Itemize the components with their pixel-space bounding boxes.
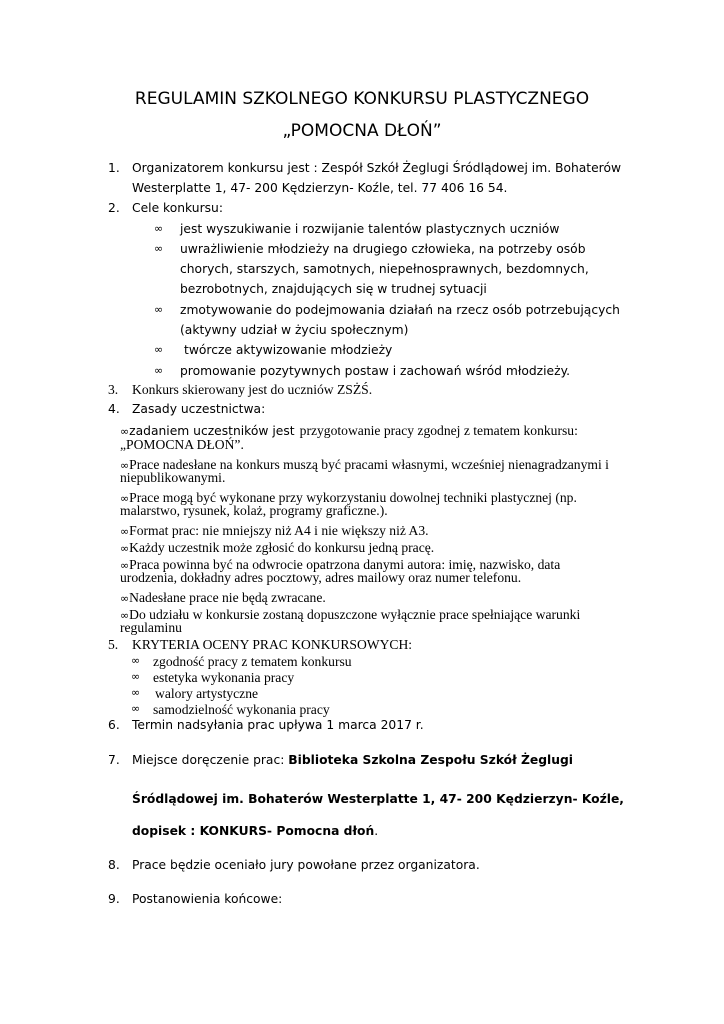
- infinity-bullet-icon: ∞: [131, 654, 141, 667]
- rule-item-cont: „POMOCNA DŁOŃ”.: [120, 437, 244, 452]
- delivery-line1: [132, 753, 573, 767]
- rules-label: Zasady uczestnictwa:: [132, 402, 266, 416]
- criteria-label: KRYTERIA OCENY PRAC KONKURSOWYCH:: [132, 637, 413, 652]
- document-title-line1: REGULAMIN SZKOLNEGO KONKURSU PLASTYCZNEGO: [134, 89, 590, 109]
- rule-text-serif: przygotowanie pracy zgodnej z tematem konkursu:: [299, 423, 578, 438]
- criteria-item: walory artystyczne: [155, 686, 259, 701]
- item-number-3: 3.: [108, 382, 119, 397]
- delivery-note-end: .: [374, 824, 379, 838]
- item-number-2: 2.: [108, 201, 120, 215]
- item-number-5: 5.: [108, 637, 119, 652]
- jury-text: Prace będzie oceniało jury powołane przez organizatora.: [132, 858, 480, 872]
- delivery-line2: Śródlądowej im. Bohaterów Westerplatte 1, 47- 200 Kędzierzyn- Koźle,: [132, 792, 624, 806]
- infinity-bullet-icon: ∞: [120, 592, 130, 605]
- target-audience: Konkurs skierowany jest do uczniów ZSŻŚ.: [132, 382, 373, 397]
- goal-item: uwrażliwienie młodzieży na drugiego człowieka, na potrzeby osób: [180, 242, 586, 256]
- document-title-line2: „POMOCNA DŁOŃ”: [282, 121, 442, 141]
- final-provisions-label: Postanowienia końcowe:: [132, 892, 283, 906]
- item-number-1: 1.: [108, 161, 120, 175]
- rule-item-cont: niepublikowanymi.: [120, 470, 226, 485]
- item-number-9: 9.: [108, 892, 120, 906]
- item-number-8: 8.: [108, 858, 120, 872]
- delivery-prefix: Miejsce doręczenie prac:: [132, 753, 289, 767]
- goal-item: twórcze aktywizowanie młodzieży: [184, 343, 393, 357]
- item-number-6: 6.: [108, 718, 120, 732]
- goals-label: Cele konkursu:: [132, 201, 223, 215]
- criteria-item: estetyka wykonania pracy: [153, 670, 295, 685]
- deadline-text: Termin nadsyłania prac upływa 1 marca 2017 r.: [132, 718, 424, 732]
- infinity-bullet-icon: ∞: [120, 425, 130, 438]
- rule-text: Prace mogą być wykonane przy wykorzystaniu dowolnej techniki plastycznej (np.: [129, 490, 577, 505]
- goal-item-cont: bezrobotnych, znajdujących się w trudnej sytuacji: [180, 282, 487, 296]
- item-number-7: 7.: [108, 753, 120, 767]
- criteria-item: zgodność pracy z tematem konkursu: [153, 654, 352, 669]
- rule-item-cont: malarstwo, rysunek, kolaż, programy graficzne.).: [120, 503, 388, 518]
- infinity-bullet-icon: ∞: [131, 702, 141, 715]
- delivery-line3: [132, 824, 378, 838]
- delivery-place: Biblioteka Szkolna Zespołu Szkół Żeglugi: [288, 753, 574, 767]
- goal-item: promowanie pozytywnych postaw i zachowań wśród młodzieży.: [180, 364, 571, 378]
- infinity-bullet-icon: ∞: [120, 492, 130, 505]
- organizer-line2: Westerplatte 1, 47- 200 Kędzierzyn- Koźle, tel. 77 406 16 54.: [132, 181, 508, 195]
- infinity-bullet-icon: ∞: [120, 542, 130, 555]
- infinity-bullet-icon: ∞: [120, 459, 130, 472]
- rule-item-cont: urodzenia, dokładny adres pocztowy, adres mailowy oraz numer telefonu.: [120, 570, 522, 585]
- infinity-bullet-icon: ∞: [120, 559, 130, 572]
- infinity-bullet-icon: ∞: [120, 609, 130, 622]
- rule-text: Każdy uczestnik może zgłosić do konkursu jedną pracę.: [129, 540, 435, 555]
- infinity-bullet-icon: ∞: [154, 303, 164, 316]
- goal-item-cont: chorych, starszych, samotnych, niepełnosprawnych, bezdomnych,: [180, 262, 589, 276]
- rule-text-sans: zadaniem uczestników jest: [129, 424, 295, 438]
- rule-text: Do udziału w konkursie zostaną dopuszczone wyłącznie prace spełniające warunki: [129, 607, 581, 622]
- infinity-bullet-icon: ∞: [154, 222, 164, 235]
- infinity-bullet-icon: ∞: [154, 364, 164, 377]
- rule-text: Nadesłane prace nie będą zwracane.: [129, 590, 326, 605]
- criteria-item: samodzielność wykonania pracy: [153, 702, 330, 717]
- goal-item: zmotywowanie do podejmowania działań na rzecz osób potrzebujących: [180, 303, 620, 317]
- infinity-bullet-icon: ∞: [120, 525, 130, 538]
- goal-item: jest wyszukiwanie i rozwijanie talentów plastycznych uczniów: [180, 222, 560, 236]
- delivery-note: dopisek : KONKURS- Pomocna dłoń: [132, 824, 375, 838]
- item-number-4: 4.: [108, 402, 120, 416]
- rule-item-cont: regulaminu: [120, 620, 182, 635]
- infinity-bullet-icon: ∞: [131, 686, 141, 699]
- infinity-bullet-icon: ∞: [154, 242, 164, 255]
- infinity-bullet-icon: ∞: [154, 343, 164, 356]
- organizer-line1: Organizatorem konkursu jest : Zespół Szkół Żeglugi Śródlądowej im. Bohaterów: [132, 161, 622, 175]
- rule-text: Praca powinna być na odwrocie opatrzona danymi autora: imię, nazwisko, data: [129, 557, 561, 572]
- goal-item-cont: (aktywny udział w życiu społecznym): [180, 323, 409, 337]
- rule-item: [120, 604, 580, 623]
- rule-text: Format prac: nie mniejszy niż A4 i nie większy niż A3.: [129, 523, 429, 538]
- infinity-bullet-icon: ∞: [131, 670, 141, 683]
- rule-text: Prace nadesłane na konkurs muszą być pracami własnymi, wcześniej nienagradzanymi i: [129, 457, 609, 472]
